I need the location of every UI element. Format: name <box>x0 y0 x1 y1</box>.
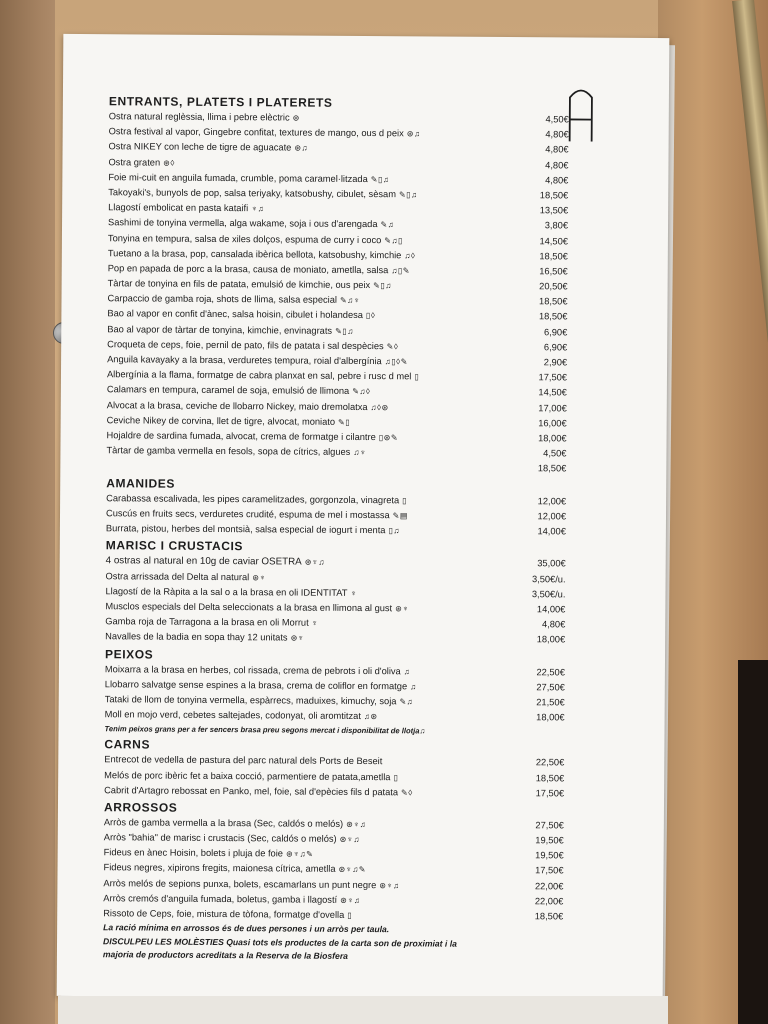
allergen-icons: ▯⊛✎ <box>378 433 399 443</box>
menu-item-price: 18,00€ <box>536 712 565 723</box>
menu-item <box>104 707 565 725</box>
menu-item-name: Arròs melós de sepions punxa, bolets, escamarlans un punt negre <box>103 877 377 890</box>
menu-item-price: 17,50€ <box>535 865 564 876</box>
svg-text:A: A <box>580 113 582 115</box>
menu-item-name: Moll en mojo verd, cebetes saltejades, codonyat, oli aromtitzat <box>104 709 361 722</box>
menu-item <box>104 783 565 801</box>
menu-item <box>105 521 566 539</box>
allergen-icons: ✎▯♫ <box>398 190 418 200</box>
menu-item-price: 27,50€ <box>535 820 564 831</box>
menu-item-name: Melós de porc ibèric fet a baixa cocció, parmentiere de patata,ametlla <box>104 769 391 782</box>
allergen-icons: ✎▤ <box>392 510 408 521</box>
menu-item-name: Foie mi-cuit en anguila fumada, crumble, poma caramel·litzada <box>108 171 368 184</box>
menu-item-price: 18,50€ <box>535 772 565 783</box>
menu-item-name: Pop en papada de porc a la brasa, causa de moniato, ametlla, salsa <box>107 263 389 276</box>
menu-item <box>103 906 564 924</box>
section-title: ARROSSOS <box>103 800 178 815</box>
menu-item-name: Takoyaki's, bunyols de pop, salsa teriyaky, katsobushy, cibulet, sèsam <box>108 187 397 200</box>
allergen-icons: ▯♫ <box>388 526 400 536</box>
menu-item-price: 18,50€ <box>538 311 568 322</box>
menu-item-name: Alvocat a la brasa, ceviche de llobarro Nickey, maio dremolatxa <box>106 399 368 412</box>
menu-item-name: Carpaccio de gamba roja, shots de llima, salsa especial <box>107 293 338 306</box>
allergen-icons: ⊛♆ <box>395 604 409 614</box>
allergen-icons: ⊛♆♫✎ <box>285 849 314 859</box>
allergen-icons: ▯ <box>414 372 420 382</box>
menu-item-price: 18,00€ <box>536 634 566 645</box>
menu-item-name: Gamba roja de Tarragona a la brasa en oli Morrut <box>105 616 309 628</box>
menu-item-price: 4,50€ <box>543 448 567 459</box>
allergen-icons: ⊛ <box>292 113 300 123</box>
allergen-icons: ⊛♆ <box>290 633 305 643</box>
allergen-icons: ⊛◊ <box>163 158 175 168</box>
menu-item <box>106 459 567 477</box>
menu-item-name: Ostra NIKEY con leche de tigre de aguacate <box>108 141 292 153</box>
footer-text: majoria de productors acreditats a la Reserva de la Biosfera <box>102 949 349 962</box>
menu-item-price: 12,00€ <box>537 510 567 522</box>
menu-item-price: 3,50€/u. <box>531 573 566 585</box>
menu-item <box>105 630 566 648</box>
menu-item-name: Tonyina en tempura, salsa de xiles dolços, espuma de curry i coco <box>107 232 382 245</box>
menu-item-name: Tàrtar de tonyina en fils de patata, emulsió de kimchie, ous peix <box>107 278 371 291</box>
section-title: CARNS <box>104 737 151 752</box>
menu-item-name: Arròs "bahia" de marisc i crustacis (Sec, caldós o melós) <box>103 832 337 844</box>
restaurant-logo <box>568 83 594 141</box>
menu-item-name: Bao al vapor en confit d'ànec, salsa hoisin, cibulet i holandesa <box>107 308 363 321</box>
section-note: Tenim peixos grans per a fer sencers brasa preu segons mercat i disponibilitat de llotja♫ <box>104 724 426 736</box>
allergen-icons: ⊛♆♫ <box>379 880 400 890</box>
menu-item-price: 4,80€ <box>545 144 569 155</box>
menu-item-name: Musclos especials del Delta seleccionats a la brasa en llimona al gust <box>105 601 393 614</box>
menu-item-name: Moixarra a la brasa en herbes, col rissada, crema de pebrots i oli d'oliva <box>104 663 401 676</box>
menu-item-price: 18,50€ <box>537 463 567 474</box>
allergen-icons: ⊛♆♫ <box>304 557 325 567</box>
menu-item-price: 16,00€ <box>538 417 567 429</box>
menu-item-price: 19,50€ <box>535 835 564 846</box>
allergen-icons: ✎▯♫ <box>373 281 392 291</box>
menu-item-name: Albergínia a la flama, formatge de cabra planxat en sal, pebre i rusc d mel <box>106 369 412 382</box>
menu-item-price: 14,00€ <box>536 604 566 615</box>
allergen-icons: ⊛♆♫✎ <box>338 865 366 875</box>
menu-item-price: 14,00€ <box>537 526 566 537</box>
menu-item-price: 18,00€ <box>538 433 567 444</box>
footer-text: DISCULPEU LES MOLÈSTIES Quasi tots els productes de la carta son de proximiat i la <box>102 935 457 949</box>
allergen-icons: ♫⊛ <box>363 712 378 722</box>
menu-item-name: 4 ostras al natural en 10g de caviar OSETRA <box>105 555 302 568</box>
footer-text: La ració mínima en arrossos és de dues persones i un arròs per taula. <box>103 922 390 935</box>
menu-item-name: Tàrtar de gamba vermella en fesols, sopa de cítrics, algues <box>106 445 351 458</box>
allergen-icons: ▯ <box>393 772 399 782</box>
menu-item-price: 17,50€ <box>538 372 568 383</box>
menu-item-price: 16,50€ <box>539 266 568 277</box>
menu-item-name: Entrecot de vedella de pastura del parc natural dels Ports de Beseit <box>104 754 383 767</box>
menu-item-name: Bao al vapor de tàrtar de tonyina, kimchie, envinagrats <box>107 323 333 336</box>
menu-item-price: 22,00€ <box>534 880 564 892</box>
menu-item-price: 19,50€ <box>535 850 564 861</box>
menu-item-price: 18,50€ <box>539 296 568 307</box>
menu-paper <box>57 34 670 1000</box>
menu-item-price: 17,50€ <box>535 787 565 799</box>
menu-item-price: 6,90€ <box>543 342 568 353</box>
menu-item-price: 18,50€ <box>534 911 564 922</box>
allergen-icons: ▯◊ <box>365 311 376 321</box>
menu-item-name: Tuetano a la brasa, pop, cansalada ibèrica bellota, katsobushy, kimchie <box>107 247 402 260</box>
menu-item-price: 4,50€ <box>545 114 569 125</box>
menu-item-name: Cabrit d'Artagro rebossat en Panko, mel, foie, sal d'epècies fils d patata <box>104 784 399 797</box>
menu-item-name: Ostra festival al vapor, Gingebre confitat, textures de mango, ous d peix <box>108 126 404 139</box>
menu-item-name: Tataki de llom de tonyina vermella, espàrrecs, maduixes, kimuchy, soja <box>104 694 397 707</box>
allergen-icons: ✎♫♆ <box>339 296 361 306</box>
menu-item-name: Burrata, pistou, herbes del montsià, salsa especial de iogurt i menta <box>105 523 386 536</box>
allergen-icons: ♫ <box>410 682 417 692</box>
menu-item-name: Fideus negres, xipirons fregits, maionesa cítrica, ametlla <box>103 862 336 875</box>
allergen-icons: ⊛♆♫ <box>339 834 360 845</box>
menu-item-name: Calamars en tempura, caramel de soja, emulsió de llimona <box>106 384 350 397</box>
section-title: MARISC I CRUSTACIS <box>105 538 244 554</box>
allergen-icons: ♫◊⊛ <box>370 402 389 412</box>
menu-item-name: Llagostí de la Ràpita a la sal o a la brasa en oli IDENTITAT <box>105 586 348 598</box>
allergen-icons: ⊛♫ <box>294 143 309 153</box>
allergen-icons: ⊛♆♫ <box>346 819 367 829</box>
menu-item-price: 4,80€ <box>545 129 569 140</box>
allergen-icons: ♆ <box>350 588 358 598</box>
allergen-icons: ♫▯◊✎ <box>384 357 408 367</box>
section-title: PEIXOS <box>104 646 154 662</box>
allergen-icons: ✎▯♫ <box>370 174 390 184</box>
menu-item-name: Llagostí embolicat en pasta kataifi <box>108 202 249 214</box>
allergen-icons: ♆ <box>311 618 319 628</box>
menu-item-price: 13,50€ <box>539 205 569 216</box>
allergen-icons: ♫▯✎ <box>391 266 411 276</box>
menu-item-name: Sashimi de tonyina vermella, alga wakame, soja i ous d'arengada <box>108 217 378 230</box>
menu-item-name: Ostra natural reglèssia, llima i pebre elèctric <box>108 111 290 123</box>
menu-item-name: Fideus en ànec Hoisin, bolets i pluja de foie <box>103 847 284 859</box>
allergen-icons: ⊛♫ <box>406 129 421 139</box>
menu-item-price: 3,80€ <box>544 220 569 231</box>
menu-item-price: 6,90€ <box>543 326 568 338</box>
allergen-icons: ✎▯♫ <box>335 326 354 336</box>
menu-item-name: Carabassa escalivada, les pipes caramelitzades, gorgonzola, vinagreta <box>106 492 400 505</box>
menu-item-price: 2,90€ <box>543 357 568 368</box>
allergen-icons: ⊛♆♫ <box>340 895 361 905</box>
menu-item-name: Ostra arrissada del Delta al natural <box>105 570 250 582</box>
section-title: AMANIDES <box>106 475 176 491</box>
menu-item-price: 22,50€ <box>535 757 565 768</box>
allergen-icons: ✎◊ <box>386 341 399 352</box>
menu-item-price: 21,50€ <box>536 697 565 708</box>
menu-item-name: Anguila kavayaky a la brasa, verduretes tempura, roial d'albergínia <box>107 354 382 367</box>
menu-item-price: 4,80€ <box>545 159 569 170</box>
allergen-icons: ✎♫ <box>399 697 414 707</box>
allergen-icons: ♆♫ <box>251 204 265 214</box>
menu-item-name: Llobarro salvatge sense espines a la brasa, crema de coliflor en formatge <box>104 678 408 692</box>
menu-item-price: 27,50€ <box>536 681 565 693</box>
menu-item-name: Arròs cremós d'anguila fumada, boletus, gamba i llagostí <box>103 893 338 905</box>
allergen-icons: ♫♆ <box>353 448 367 458</box>
menu-item-price: 22,50€ <box>536 666 565 678</box>
menu-item-price: 14,50€ <box>539 235 568 246</box>
allergen-icons: ✎♫ <box>380 220 395 230</box>
menu-item-price: 4,80€ <box>545 175 569 186</box>
section-title: ENTRANTS, PLATETS I PLATERETS <box>108 94 333 110</box>
menu-item-price: 3,50€/u. <box>531 589 566 600</box>
menu-item-name: Rissoto de Ceps, foie, mistura de tòfona, formatge d'ovella <box>103 908 345 920</box>
allergen-icons: ▯ <box>347 910 353 920</box>
menu-item-name: Navalles de la badia en sopa thay 12 unitats <box>105 631 288 643</box>
menu-item-price: 35,00€ <box>537 558 566 569</box>
menu-item-price: 18,50€ <box>539 190 569 201</box>
menu-item-name: Arròs de gamba vermella a la brasa (Sec, caldós o melós) <box>103 817 344 829</box>
menu-content <box>102 92 569 965</box>
allergen-icons: ✎♫◊ <box>352 387 371 397</box>
second-card-edge <box>58 996 668 1024</box>
allergen-icons: ✎♫▯ <box>384 235 403 245</box>
dark-background <box>738 660 768 1024</box>
menu-item-price: 20,50€ <box>539 281 568 292</box>
menu-item-price: 22,00€ <box>534 896 564 907</box>
menu-item-price: 17,00€ <box>538 402 567 413</box>
menu-item-price: 12,00€ <box>537 495 567 506</box>
allergen-icons: ♫ <box>403 666 411 676</box>
allergen-icons: ✎◊ <box>401 787 413 798</box>
allergen-icons: ✎▯ <box>338 417 351 427</box>
allergen-icons: ♫◊ <box>404 250 416 261</box>
menu-item-name: Ceviche Nikey de corvina, llet de tigre, alvocat, moniato <box>106 414 336 427</box>
allergen-icons: ▯ <box>402 495 408 505</box>
menu-item-name: Ostra graten <box>108 156 161 168</box>
menu-item-name: Croqueta de ceps, foie, pernil de pato, fils de patata i sal despècies <box>107 339 384 351</box>
menu-item-name: Cuscús en fruits secs, verduretes crudité, espuma de mel i mostassa <box>105 507 390 520</box>
menu-item-price: 4,80€ <box>541 619 566 630</box>
menu-item-price: 18,50€ <box>539 250 568 262</box>
menu-item-price: 14,50€ <box>538 387 567 398</box>
menu-item-name: Hojaldre de sardina fumada, alvocat, crema de formatge i cilantre <box>106 430 376 443</box>
allergen-icons: ⊛♆ <box>252 572 266 582</box>
